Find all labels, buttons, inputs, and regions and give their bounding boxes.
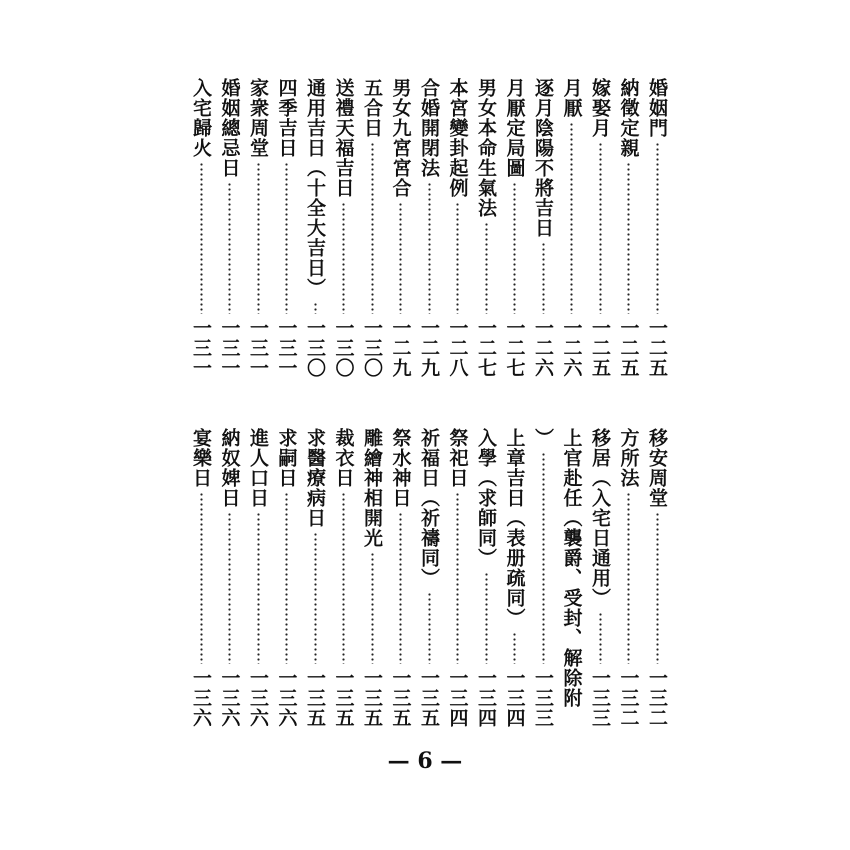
leader-dots [513, 182, 516, 314]
entry-page: 一二六 [560, 318, 583, 378]
leader-dots [599, 142, 602, 314]
entry-page: 一三一 [275, 318, 298, 378]
toc-entry [559, 428, 585, 728]
leader-dots [485, 572, 488, 664]
entry-title: 雕繪神相開光 [361, 428, 383, 548]
entry-page: 一三四 [503, 668, 526, 728]
entry-title: 月厭定局圖 [503, 78, 526, 178]
entry-page: 一三五 [304, 668, 326, 728]
entry-title: 男女本命生氣法 [475, 78, 497, 218]
entry-title: 婚姻總忌日 [218, 78, 241, 178]
entry-title: 入宅歸火 [190, 78, 212, 158]
leader-dots [456, 202, 459, 314]
entry-page: 一二五 [589, 318, 611, 378]
entry-title: 祭水神日 [389, 428, 412, 508]
leader-dots [342, 492, 345, 664]
toc-entry [445, 78, 471, 378]
leader-dots [656, 512, 659, 664]
entry-title: 求嗣日 [275, 428, 298, 488]
entry-page: 一三〇 [361, 318, 383, 378]
toc-entry [530, 428, 556, 728]
leader-dots [200, 162, 203, 314]
leader-dots [627, 162, 630, 314]
leader-dots [570, 122, 573, 314]
toc-entry [616, 428, 642, 728]
entry-title: 移安周堂 [646, 428, 668, 508]
entry-title: 裁衣日 [332, 428, 355, 488]
entry-page: 一二五 [646, 318, 668, 378]
leader-dots [542, 242, 545, 314]
entry-page: 一三一 [247, 318, 269, 378]
leader-dots [627, 492, 630, 664]
entry-page: 一三五 [389, 668, 412, 728]
leader-dots [285, 162, 288, 314]
leader-dots [428, 182, 431, 314]
entry-title: 通用吉日（十全大吉日） [304, 78, 326, 298]
leader-dots [371, 552, 374, 664]
entry-title: 家衆周堂 [247, 78, 269, 158]
entry-title: 上章吉日（表册疏同） [503, 428, 526, 628]
leader-dots [257, 162, 260, 314]
entry-title: 進人口日 [247, 428, 269, 508]
toc-entry [559, 78, 585, 378]
toc-entry [217, 78, 243, 378]
leader-dots [456, 492, 459, 664]
entry-title: 五合日 [361, 78, 383, 138]
entry-title: ） [532, 428, 554, 448]
entry-title: 嫁娶月 [589, 78, 611, 138]
toc-entry [502, 78, 528, 378]
toc-entry [359, 78, 385, 378]
toc-entry [644, 428, 670, 728]
toc-entry [302, 78, 328, 378]
entry-page: 一三一 [190, 318, 212, 378]
entry-title: 男女九宮宮合 [389, 78, 412, 198]
entry-title: 婚姻門 [646, 78, 668, 138]
entry-title: 逐月陰陽不將吉日 [532, 78, 554, 238]
toc-bottom-block [188, 428, 670, 728]
page-number: — 6 — [387, 748, 463, 774]
entry-page: 一三五 [361, 668, 383, 728]
toc-entry [502, 428, 528, 728]
entry-page: 一二九 [418, 318, 440, 378]
entry-page: 一二六 [532, 318, 554, 378]
entry-page: 一三五 [418, 668, 440, 728]
entry-title: 本宮變卦起例 [446, 78, 469, 198]
leader-dots [399, 202, 402, 314]
entry-page: 一三〇 [304, 318, 326, 378]
toc-top-block [188, 78, 670, 378]
toc-entry [245, 428, 271, 728]
toc-entry [388, 428, 414, 728]
toc-entry [217, 428, 243, 728]
entry-title: 四季吉日 [275, 78, 298, 158]
entry-title: 入學（求師同） [475, 428, 497, 568]
entry-page: 一三一 [218, 318, 241, 378]
toc-entry [616, 78, 642, 378]
leader-dots [342, 202, 345, 314]
entry-page: 一二五 [617, 318, 640, 378]
toc-entry [644, 78, 670, 378]
toc-entry [274, 78, 300, 378]
entry-title: 移居（入宅日通用） [589, 428, 611, 608]
leader-dots [656, 142, 659, 314]
entry-title: 納徵定親 [617, 78, 640, 158]
entry-page: 一三四 [475, 668, 497, 728]
toc-entry [445, 428, 471, 728]
toc-entry [473, 78, 499, 378]
leader-dots [371, 142, 374, 314]
entry-title: 祈福日（祈禱同） [418, 428, 440, 588]
toc-entry [188, 428, 214, 728]
toc-entry [245, 78, 271, 378]
entry-title: 納奴婢日 [218, 428, 241, 508]
entry-page: 一三三 [589, 668, 611, 728]
entry-title: 宴樂日 [190, 428, 212, 488]
leader-dots [599, 612, 602, 664]
entry-page: 一三二 [617, 668, 640, 728]
entry-title: 送禮天福吉日 [332, 78, 355, 198]
entry-page: 一三五 [332, 668, 355, 728]
entry-title: 合婚開閉法 [418, 78, 440, 178]
entry-page: 一三六 [218, 668, 241, 728]
toc-entry [359, 428, 385, 728]
entry-page: 一二九 [389, 318, 412, 378]
entry-title: 月厭 [560, 78, 583, 118]
leader-dots [285, 492, 288, 664]
entry-page: 一三六 [190, 668, 212, 728]
leader-dots [228, 512, 231, 664]
toc-entry [388, 78, 414, 378]
leader-dots [314, 302, 317, 314]
entry-title: 祭祀日 [446, 428, 469, 488]
leader-dots [200, 492, 203, 664]
toc-entry [302, 428, 328, 728]
leader-dots [513, 632, 516, 664]
entry-page: 一三六 [247, 668, 269, 728]
toc-entry [473, 428, 499, 728]
leader-dots [399, 512, 402, 664]
entry-page: 一三〇 [332, 318, 355, 378]
leader-dots [542, 452, 545, 664]
entry-page: 一二七 [475, 318, 497, 378]
entry-title: 方所法 [617, 428, 640, 488]
toc-entry [274, 428, 300, 728]
leader-dots [314, 532, 317, 664]
leader-dots [257, 512, 260, 664]
leader-dots [228, 182, 231, 314]
toc-entry [530, 78, 556, 378]
entry-page: 一三三 [532, 668, 554, 728]
toc-entry [331, 78, 357, 378]
entry-page: 一三六 [275, 668, 298, 728]
entry-page: 一二七 [503, 318, 526, 378]
toc-entry [587, 78, 613, 378]
leader-dots [428, 592, 431, 664]
toc-entry [587, 428, 613, 728]
toc-entry [416, 78, 442, 378]
entry-page: 一三二 [646, 668, 668, 728]
entry-title: 求醫療病日 [304, 428, 326, 528]
entry-page: 一二八 [446, 318, 469, 378]
entry-title: 上官赴任（襲爵、受封、解除附 [560, 428, 583, 708]
entry-page: 一三四 [446, 668, 469, 728]
toc-entry [188, 78, 214, 378]
toc-entry [331, 428, 357, 728]
toc-entry [416, 428, 442, 728]
leader-dots [485, 222, 488, 314]
